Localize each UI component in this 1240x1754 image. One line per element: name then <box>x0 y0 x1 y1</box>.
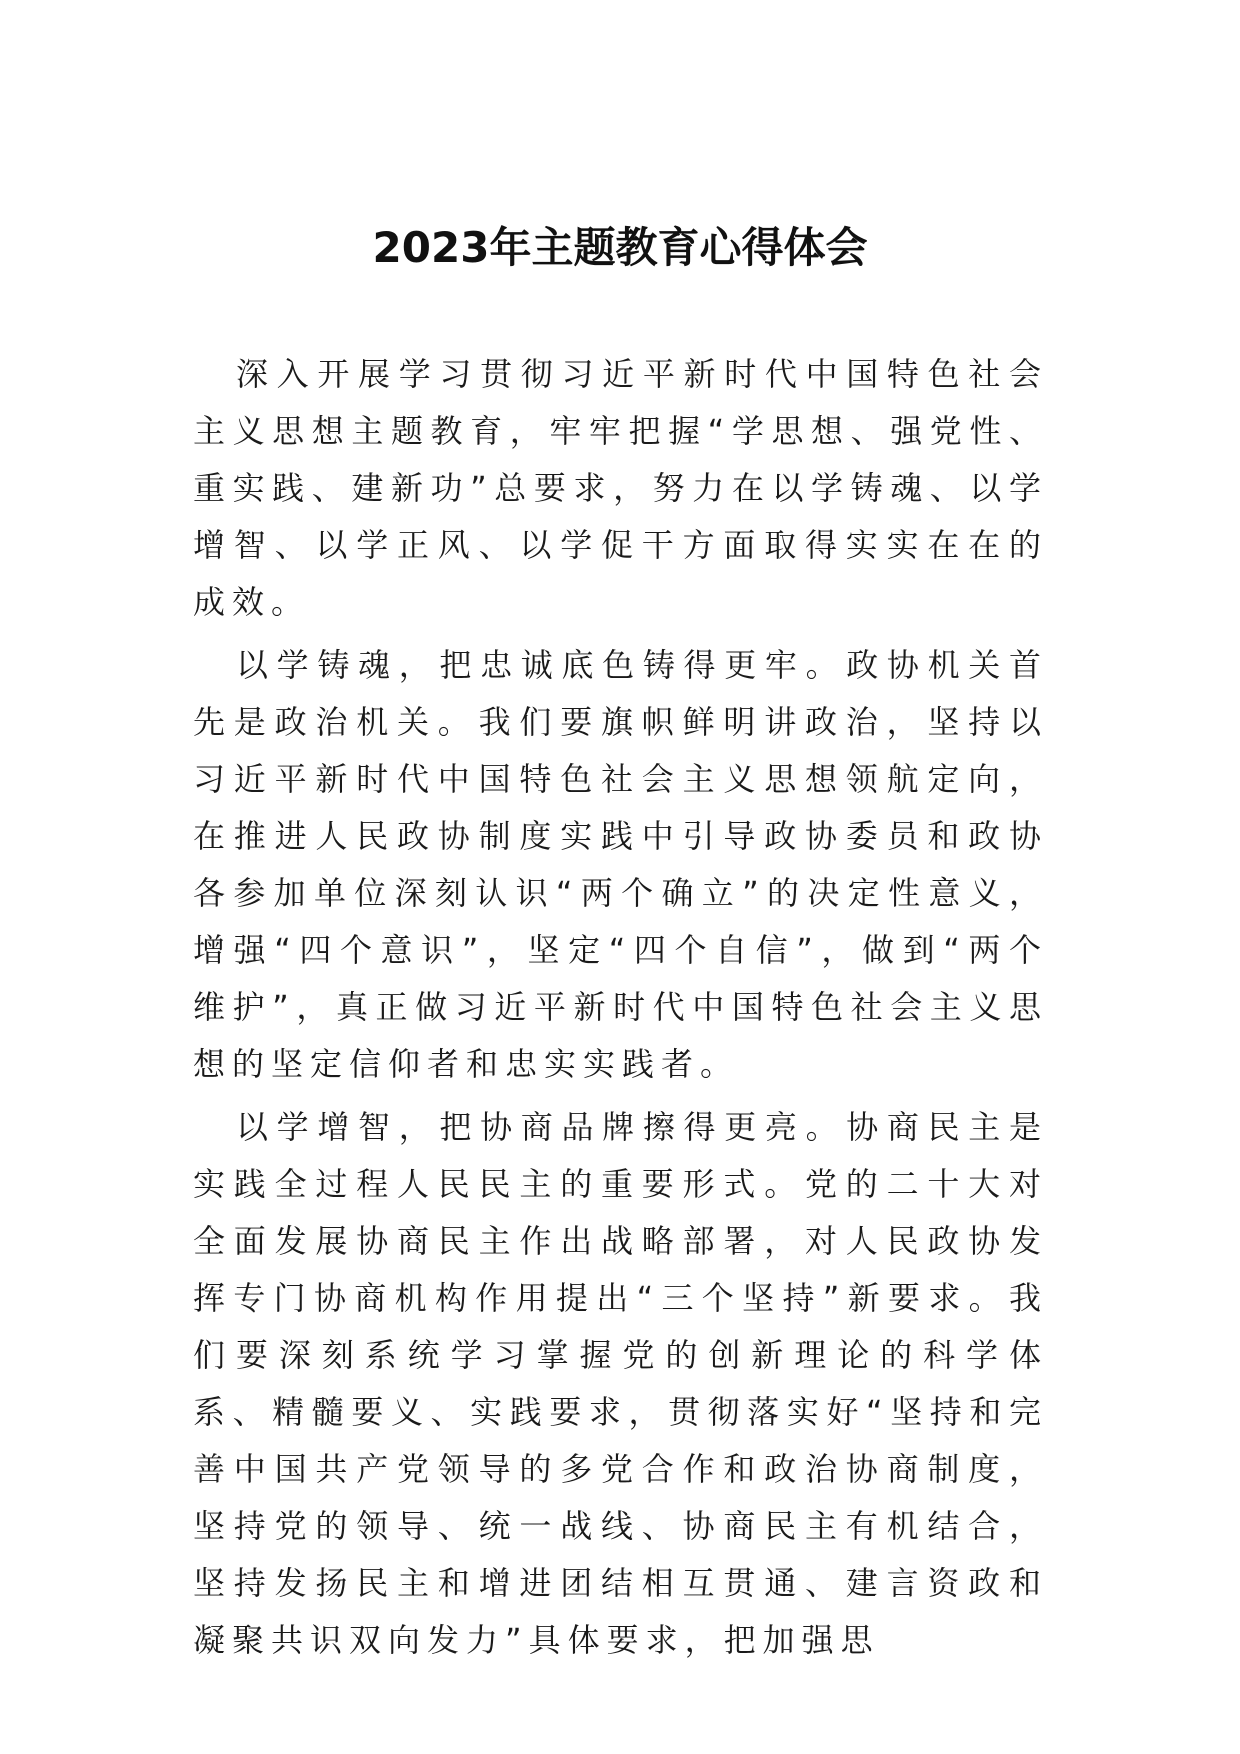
paragraph-consultation: 以学增智，把协商品牌擦得更亮。协商民主是实践全过程人民民主的重要形式。党的二十大对全面发展协商民主作出战略部署，对人民政协发挥专门协商机构作用提出“三个坚持”新要求。我们要深刻系统学习掌握党的创新理论的科学体系、精髓要义、实践要求，贯彻落实好“坚持和完善中国共产党领导的多党合作和政治协商制度，坚持党的领导、统一战线、协商民主有机结合，坚持发扬民主和增进团结相互贯通、建言资政和凝聚共识双向发力”具体要求，把加强思 <box>193 1108 1048 1659</box>
paragraph-intro: 深入开展学习贯彻习近平新时代中国特色社会主义思想主题教育，牢牢把握“学思想、强党性、重实践、建新功”总要求，努力在以学铸魂、以学增智、以学正风、以学促干方面取得实实在在的成效。 <box>193 355 1048 621</box>
document-title: 2023年主题教育心得体会 <box>372 223 868 272</box>
paragraph-loyalty: 以学铸魂，把忠诚底色铸得更牢。政协机关首先是政治机关。我们要旗帜鲜明讲政治，坚持以习近平新时代中国特色社会主义思想领航定向，在推进人民政协制度实践中引导政协委员和政协各参加单位深刻认识“两个确立”的决定性意义，增强“四个意识”，坚定“四个自信”，做到“两个维护”，真正做习近平新时代中国特色社会主义思想的坚定信仰者和忠实实践者。 <box>193 646 1048 1083</box>
document-body <box>193 346 1048 1675</box>
